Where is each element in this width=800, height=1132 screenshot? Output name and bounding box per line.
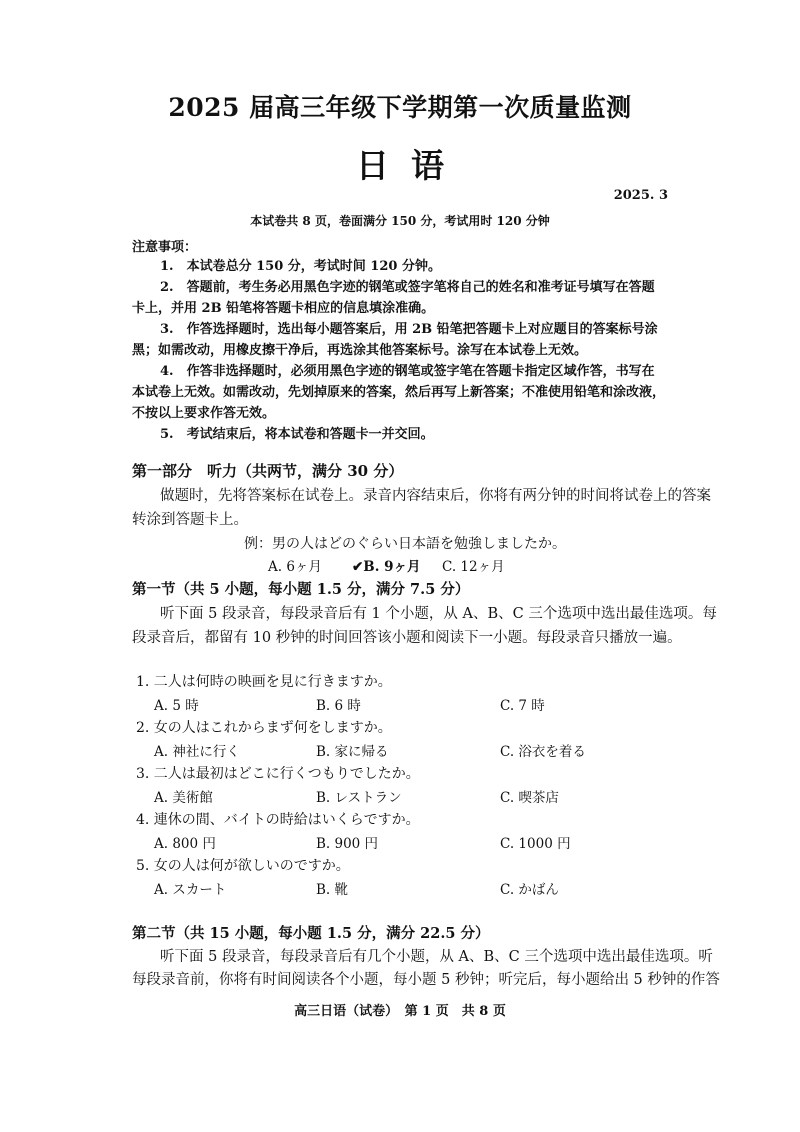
section1-instr-line: 听下面 5 段录音，每段录音后有 1 个小题，从 A、B、C 三个选项中选出最佳选项。每 xyxy=(160,606,717,622)
notes-heading: 注意事项： xyxy=(132,240,198,255)
note-line: 4. 作答非选择题时，必须用黑色字迹的钢笔或签字笔在答题卡指定区域作答，书写在 xyxy=(160,364,655,379)
note-line: 2. 答题前，考生务必用黑色字迹的钢笔或签字笔将自己的姓名和准考证号填写在答题 xyxy=(160,280,655,295)
question-4: 4. 連休の間、バイトの時給はいくらですか。 xyxy=(136,812,420,828)
q2-option-b: B. 家に帰る xyxy=(316,744,389,760)
section1-instr-line: 段录音后，都留有 10 秒钟的时间回答该小题和阅读下一小题。每段录音只播放一遍。 xyxy=(132,630,682,646)
q3-option-a: A. 美術館 xyxy=(154,790,213,806)
note-line: 卡上，并用 2B 铅笔将答题卡相应的信息填涂准确。 xyxy=(132,301,435,316)
note-line: 黑；如需改动，用橡皮擦干净后，再选涂其他答案标号。涂写在本试卷上无效。 xyxy=(132,343,588,358)
page-footer: 高三日语（试卷） 第 1 页 共 8 页 xyxy=(294,1004,506,1019)
question-3: 3. 二人は最初はどこに行くつもりでしたか。 xyxy=(136,766,420,782)
question-1: 1. 二人は何時の映画を見に行きますか。 xyxy=(136,674,392,690)
note-line: 不按以上要求作答无效。 xyxy=(132,406,276,421)
section2-instr-line: 听下面 5 段录音，每段录音后有几个小题，从 A、B、C 三个选项中选出最佳选项。听 xyxy=(160,949,713,965)
q1-option-c: C. 7 時 xyxy=(500,698,545,714)
q3-option-b: B. レストラン xyxy=(316,790,402,806)
section2-instr-line: 每段录音前，你将有时间阅读各个小题，每小题 5 秒钟；听完后，每小题给出 5 秒钟的作答 xyxy=(132,972,720,988)
q4-option-b: B. 900 円 xyxy=(316,836,379,852)
example-option-c: C. 12ヶ月 xyxy=(442,559,505,575)
exam-date: 2025. 3 xyxy=(613,188,668,203)
exam-title: 2025 届高三年级下学期第一次质量监测 xyxy=(168,93,632,122)
note-line: 1. 本试卷总分 150 分，考试时间 120 分钟。 xyxy=(160,259,441,274)
q2-option-c: C. 浴衣を着る xyxy=(500,744,586,760)
section2-heading: 第二节（共 15 小题，每小题 1.5 分，满分 22.5 分） xyxy=(132,925,490,942)
section1-heading: 第一节（共 5 小题，每小题 1.5 分，满分 7.5 分） xyxy=(132,581,470,598)
q4-option-c: C. 1000 円 xyxy=(500,836,571,852)
exam-info: 本试卷共 8 页，卷面满分 150 分，考试用时 120 分钟 xyxy=(250,214,550,228)
q5-option-b: B. 靴 xyxy=(316,882,349,898)
part1-intro-line: 转涂到答题卡上。 xyxy=(132,512,248,528)
question-5: 5. 女の人は何が欲しいのですか。 xyxy=(136,858,350,874)
q5-option-a: A. スカート xyxy=(154,882,227,898)
subject-title: 日语 xyxy=(356,146,466,185)
q5-option-c: C. かばん xyxy=(500,882,559,898)
note-line: 3. 作答选择题时，选出每小题答案后，用 2B 铅笔把答题卡上对应题目的答案标号涂 xyxy=(160,322,658,337)
q1-option-a: A. 5 時 xyxy=(154,698,199,714)
part1-intro-line: 做题时，先将答案标在试卷上。录音内容结束后，你将有两分钟的时间将试卷上的答案 xyxy=(160,488,711,504)
q1-option-b: B. 6 時 xyxy=(316,698,361,714)
note-line: 本试卷上无效。如需改动，先划掉原来的答案，然后再写上新答案；不准使用铅笔和涂改液， xyxy=(132,385,666,400)
note-line: 5. 考试结束后，将本试卷和答题卡一并交回。 xyxy=(160,427,434,442)
example-question: 例：男の人はどのぐらい日本語を勉強しましたか。 xyxy=(244,536,566,552)
q2-option-a: A. 神社に行く xyxy=(154,744,240,760)
example-option-a: A. 6ヶ月 xyxy=(268,559,322,575)
q3-option-c: C. 喫茶店 xyxy=(500,790,559,806)
example-option-b: ✔B. 9ヶ月 xyxy=(352,559,421,575)
q4-option-a: A. 800 円 xyxy=(154,836,216,852)
part1-heading: 第一部分 听力（共两节，满分 30 分） xyxy=(132,462,404,480)
question-2: 2. 女の人はこれからまず何をしますか。 xyxy=(136,720,392,736)
